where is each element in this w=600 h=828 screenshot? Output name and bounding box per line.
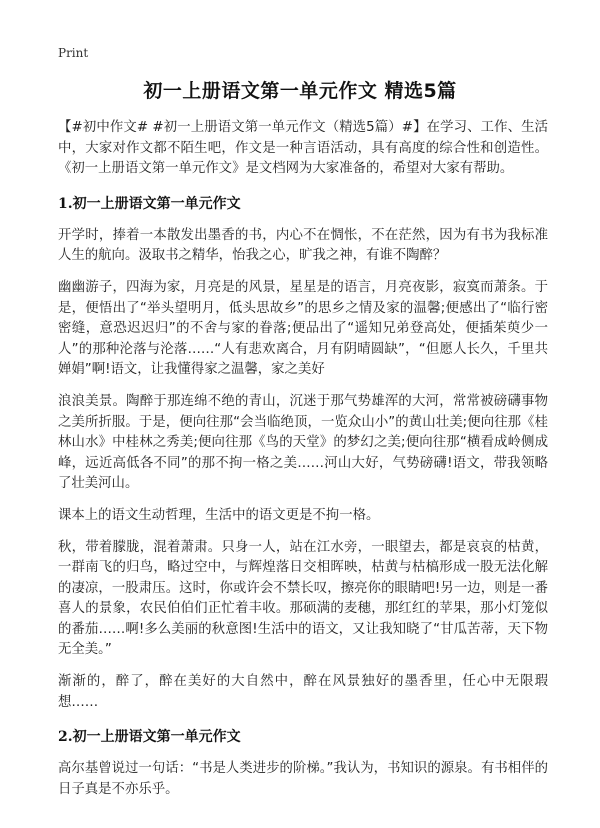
article-paragraph: 秋，带着朦胧，混着萧肃。只身一人，站在江水旁，一眼望去，都是哀哀的枯黄，一群南飞的归鸟，略过空中，与辉煌落日交相晖映，枯黄与枯槁形成一股无法化解的凄凉，一股肃压。这时，你或许会不禁长叹，擦亮你的眼睛吧!另一边，则是一番喜人的景象，农民伯伯们正忙着丰收。那硕满的麦穗，那红红的苹果，那小灯笼似的番茄……啊!多么美丽的秋意图!生活中的语文，又让我知晓了“甘瓜苦蒂，天下物无全美。” — [58, 539, 548, 658]
print-link[interactable]: Print — [58, 46, 89, 60]
intro-paragraph: 【#初中作文# #初一上册语文第一单元作文（精选5篇）#】在学习、工作、生活中，大家对作文都不陌生吧，作文是一种言语活动，具有高度的综合性和创造性。《初一上册语文第一单元作文》是文档网为大家准备的，希望对大家有帮助。 — [58, 120, 548, 177]
article-paragraph: 渐渐的，醉了，醉在美好的大自然中，醉在风景独好的墨香里，任心中无限瑕想…… — [58, 674, 548, 710]
article-paragraph: 浪浪美景。陶醉于那连绵不绝的青山，沉迷于那气势雄浑的大河，常常被磅礴事物之美所折服。于是，便向往那“会当临绝顶，一览众山小”的黄山壮美;便向往那《桂林山水》中桂林之秀美;便向往那《鸟的天堂》的梦幻之美;便向往那“横看成岭侧成峰，远近高低各不同”的那不拘一格之美……河山大好，气势磅礴!语文，带我领略了壮美河山。 — [58, 393, 548, 492]
article-body — [58, 118, 548, 811]
page-title: 初一上册语文第一单元作文 精选5篇 — [143, 80, 457, 102]
article-paragraph: 开学时，捧着一本散发出墨香的书，内心不在惆怅，不在茫然，因为有书为我标准人生的航向。汲取书之精华，怡我之心，旷我之神，有谁不陶醉？ — [58, 227, 548, 264]
article-paragraph: 幽幽游子，四海为家，月亮是的风景，星星是的语言，月亮夜影，寂寞而萧条。于是，便悟出了“举头望明月，低头思故乡”的思乡之情及家的温馨;便感出了“临行密密缝，意恐迟迟归”的不舍与家的眷落;便品出了“遥知兄弟登高处，便插茱萸少一人”的那种沦落与沦落……“人有悲欢离合，月有阴晴圆缺”，“但愿人长久，千里共婵娟”啊!语文，让我懂得家之温馨，家之美好 — [58, 279, 548, 378]
section-heading: 1.初一上册语文第一单元作文 — [58, 195, 241, 212]
article-paragraph: 高尔基曾说过一句话：“书是人类进步的阶梯。”我认为，书知识的源泉。有书相伴的日子真是不亦乐乎。 — [58, 761, 548, 797]
article-paragraph: 课本上的语文生动哲理，生活中的语文更是不拘一格。 — [58, 507, 380, 523]
section-heading: 2.初一上册语文第一单元作文 — [58, 729, 241, 746]
